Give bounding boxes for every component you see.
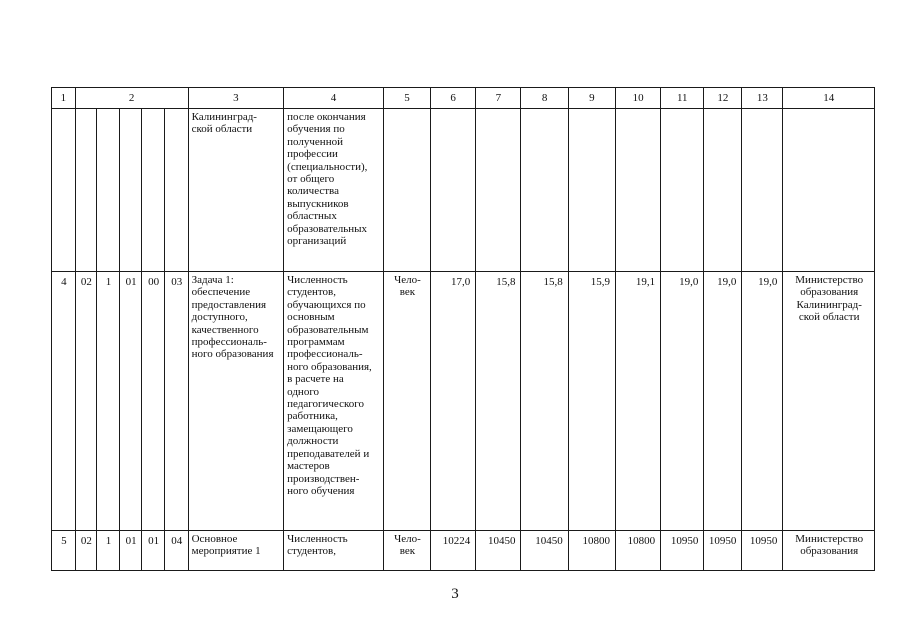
value-cell: 19,0 — [742, 272, 783, 531]
code-cell — [164, 109, 188, 272]
indicator-cell: после окончания обучения по полученной профессии (специальности), от общего количества выпускников областных образовательных организаций — [284, 109, 384, 272]
value-cell — [661, 109, 704, 272]
value-cell: 10450 — [476, 531, 521, 571]
executor-cell: Министерство образования — [783, 531, 875, 571]
value-cell — [615, 109, 660, 272]
code-cell — [52, 109, 76, 272]
value-cell: 10224 — [431, 531, 476, 571]
header-cell: 6 — [431, 88, 476, 109]
code-cell — [75, 109, 97, 272]
code-cell: 4 — [52, 272, 76, 531]
header-cell: 4 — [284, 88, 384, 109]
unit-cell — [383, 109, 430, 272]
value-cell: 10950 — [742, 531, 783, 571]
header-cell: 9 — [568, 88, 615, 109]
value-cell: 10450 — [521, 531, 568, 571]
value-cell: 19,0 — [661, 272, 704, 531]
unit-cell: Чело- век — [383, 272, 430, 531]
value-cell: 15,9 — [568, 272, 615, 531]
header-cell: 3 — [188, 88, 284, 109]
executor-cell: Министерство образования Калининград- ской области — [783, 272, 875, 531]
code-cell: 00 — [142, 272, 165, 531]
code-cell: 01 — [119, 272, 142, 531]
header-cell: 7 — [476, 88, 521, 109]
value-cell — [704, 109, 742, 272]
header-cell: 2 — [75, 88, 188, 109]
table-row-continued — [52, 109, 875, 272]
code-cell: 03 — [164, 272, 188, 531]
code-cell: 1 — [97, 272, 120, 531]
code-cell: 02 — [75, 272, 97, 531]
code-cell — [142, 109, 165, 272]
value-cell — [476, 109, 521, 272]
code-cell: 01 — [142, 531, 165, 571]
header-cell: 13 — [742, 88, 783, 109]
unit-cell: Чело- век — [383, 531, 430, 571]
code-cell: 1 — [97, 531, 120, 571]
name-cell: Калининград- ской области — [188, 109, 284, 272]
value-cell — [431, 109, 476, 272]
code-cell: 01 — [119, 531, 142, 571]
code-cell — [97, 109, 120, 272]
name-cell: Основное мероприятие 1 — [188, 531, 284, 571]
code-cell: 04 — [164, 531, 188, 571]
indicator-cell: Численность студентов, — [284, 531, 384, 571]
value-cell: 19,0 — [704, 272, 742, 531]
value-cell: 19,1 — [615, 272, 660, 531]
value-cell: 15,8 — [521, 272, 568, 531]
header-cell: 12 — [704, 88, 742, 109]
code-cell: 5 — [52, 531, 76, 571]
value-cell: 15,8 — [476, 272, 521, 531]
value-cell: 17,0 — [431, 272, 476, 531]
value-cell: 10800 — [615, 531, 660, 571]
header-cell: 8 — [521, 88, 568, 109]
value-cell: 10950 — [661, 531, 704, 571]
indicators-table — [51, 87, 875, 571]
header-row — [52, 88, 875, 109]
header-cell: 10 — [615, 88, 660, 109]
executor-cell — [783, 109, 875, 272]
name-cell: Задача 1: обеспечение предоставления доступного, качественного профессиональ- ного образования — [188, 272, 284, 531]
table-row — [52, 272, 875, 531]
indicator-cell: Численность студентов, обучающихся по основным образовательным программам профессиональ- ного образования, в расчете на одного педагогического работника, замещающего должности преподавателей и мастеров производствен- ного обучения — [284, 272, 384, 531]
value-cell — [568, 109, 615, 272]
value-cell — [521, 109, 568, 272]
code-cell: 02 — [75, 531, 97, 571]
value-cell: 10800 — [568, 531, 615, 571]
header-cell: 11 — [661, 88, 704, 109]
header-cell: 14 — [783, 88, 875, 109]
header-cell: 5 — [383, 88, 430, 109]
table-row — [52, 531, 875, 571]
header-cell: 1 — [52, 88, 76, 109]
page-number: 3 — [451, 586, 459, 602]
value-cell: 10950 — [704, 531, 742, 571]
code-cell — [119, 109, 142, 272]
value-cell — [742, 109, 783, 272]
